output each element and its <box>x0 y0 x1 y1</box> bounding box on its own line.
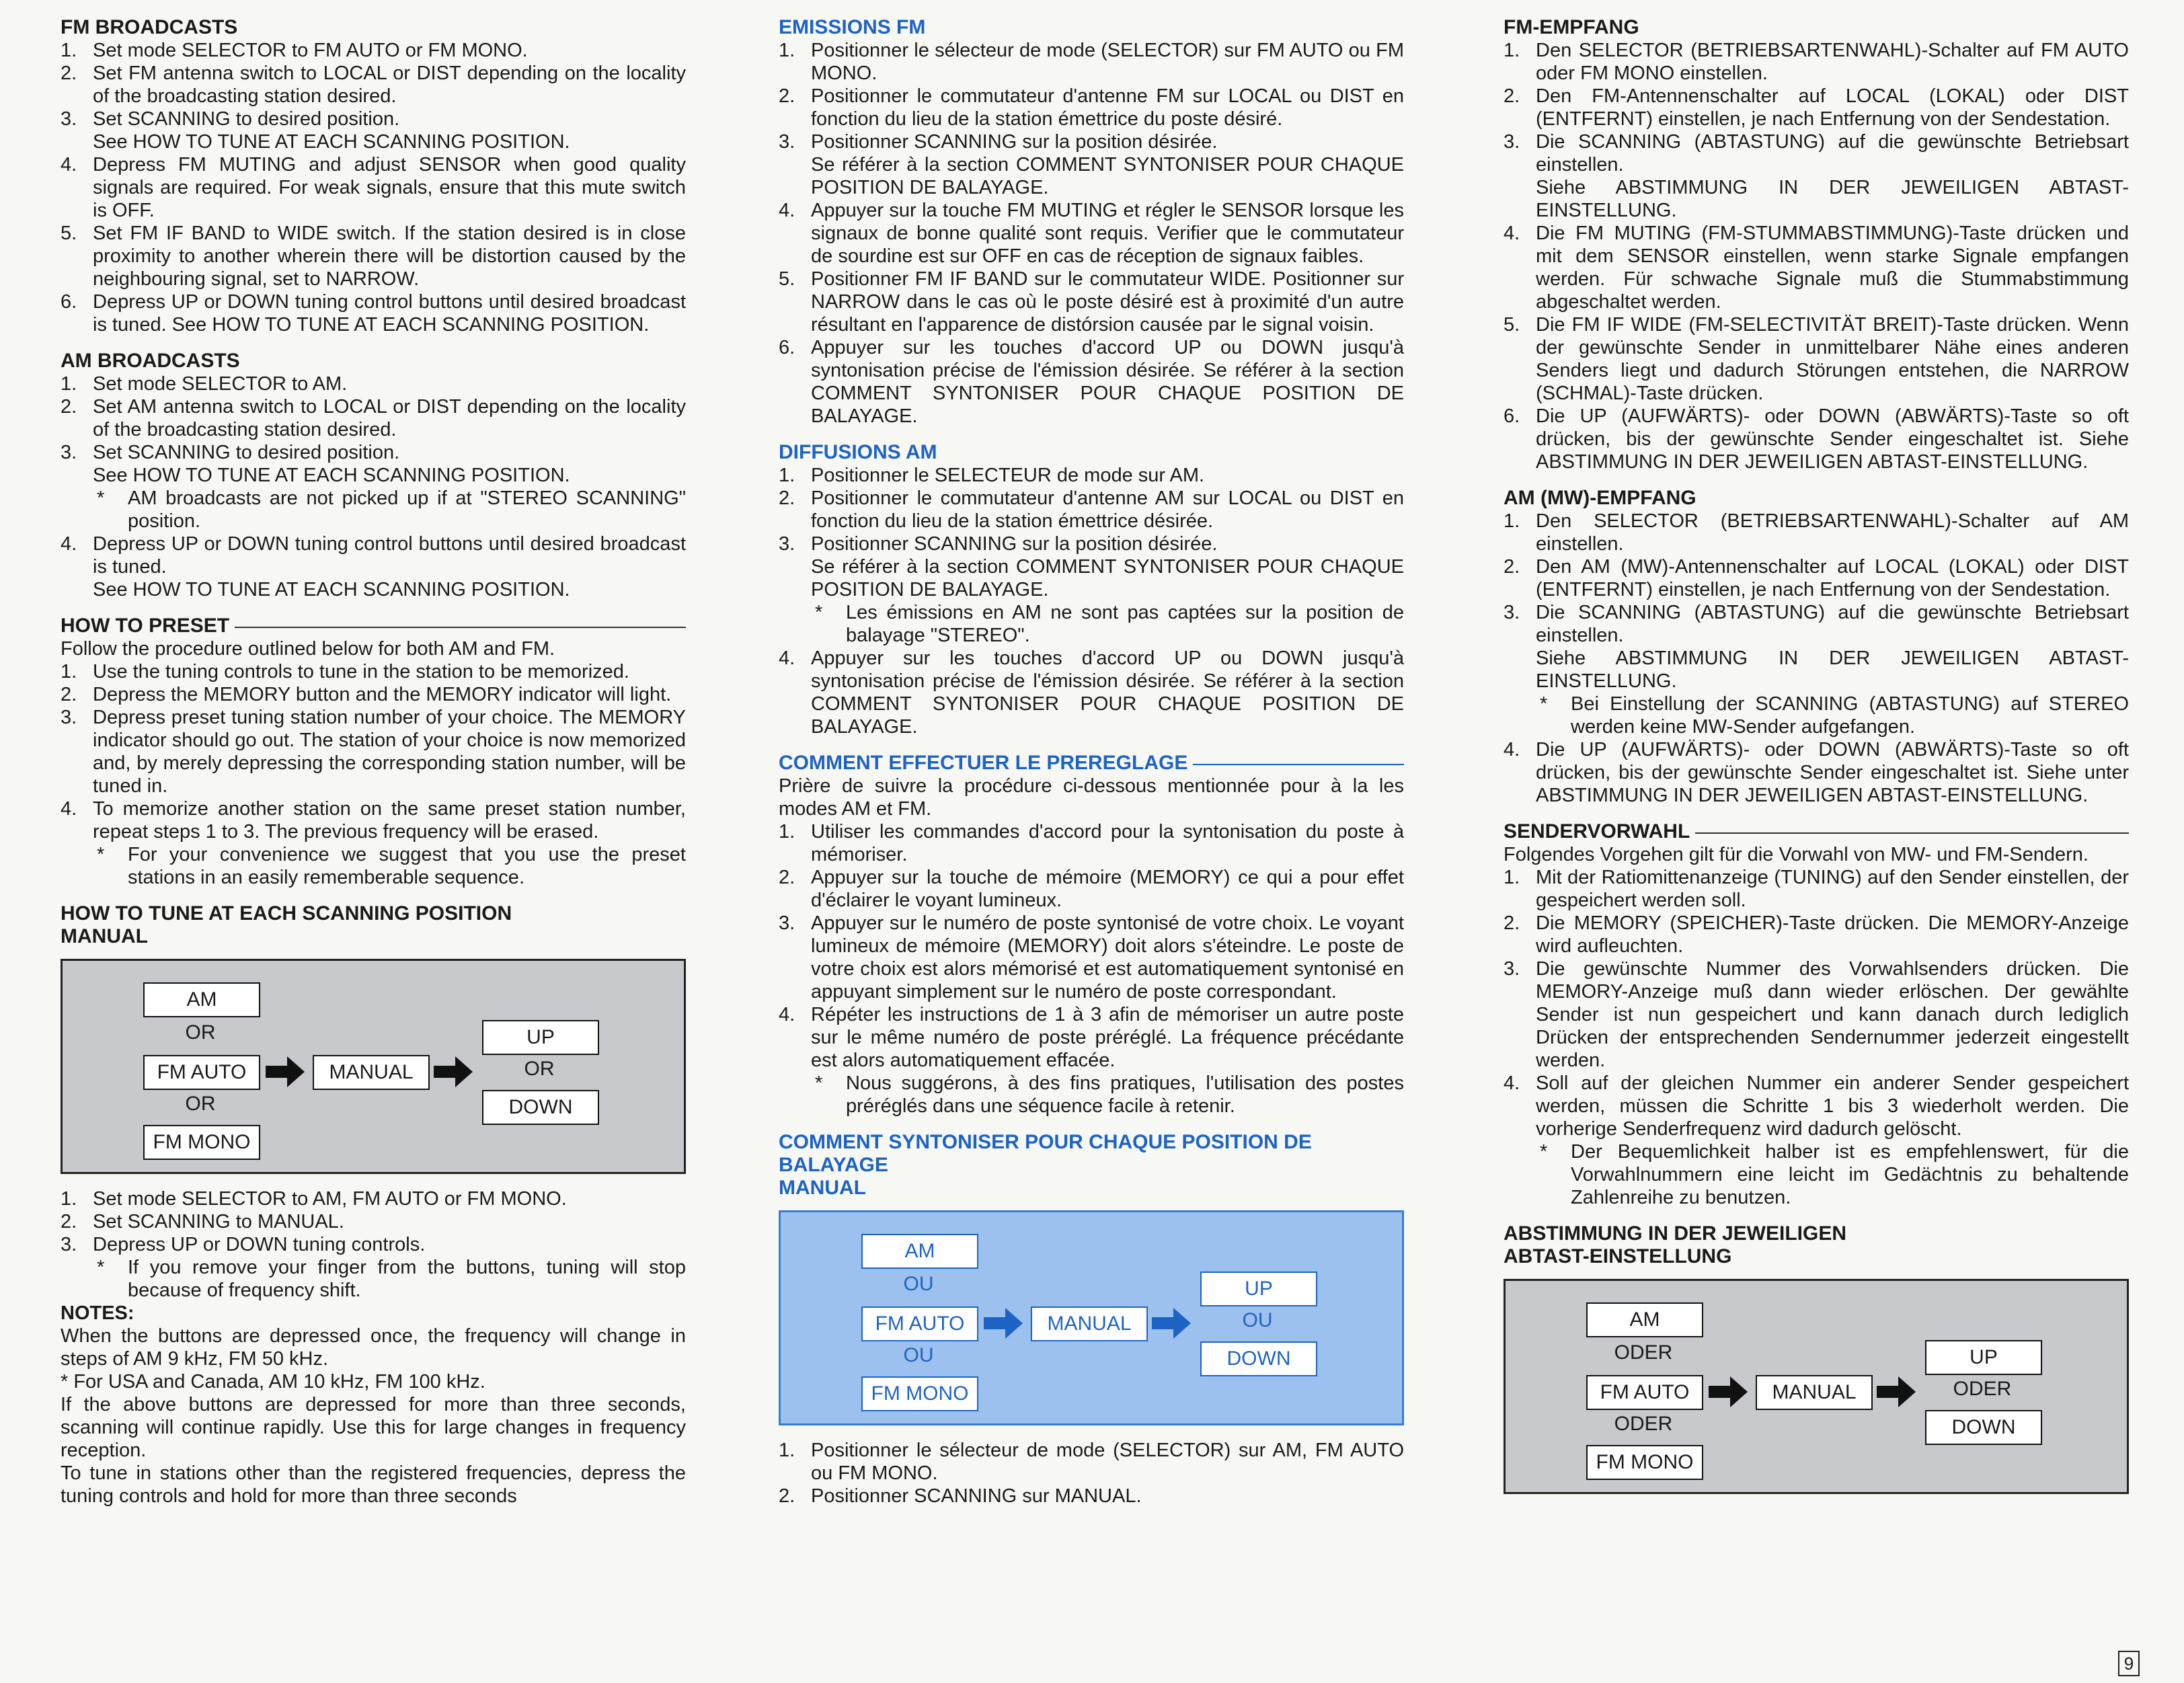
list-item: 2. Positionner le commutateur d'antenne FM sur LOCAL ou DIST en fonction du lieu de la station émettrice du poste désiré. <box>779 85 1404 130</box>
arrow-right-icon <box>1709 1375 1749 1409</box>
section-heading: SENDERVORWAHL <box>1504 820 1690 843</box>
intro-text: Folgendes Vorgehen gilt für die Vorwahl von MW- und FM-Sendern. <box>1504 844 2089 865</box>
list-item: 4. Appuyer sur les touches d'accord UP ou DOWN jusqu'à syntonisation précise de l'émission désirée. Se référer à la section COMMENT SYNTONISER POUR CHAQUE POSITION DE BALAYAGE. <box>779 648 1404 738</box>
list-item: 2. Set AM antenna switch to LOCAL or DIST depending on the locality of the broadcasting station desired. <box>61 396 686 440</box>
arrow-right-icon <box>984 1306 1024 1340</box>
section-subheading: ABTAST-EINSTELLUNG <box>1504 1245 1732 1267</box>
manual-tuning-diagram <box>1504 1279 2129 1494</box>
list-item: 3. Die gewünschte Nummer des Vorwahlsenders drücken. Die MEMORY-Anzeige muß dann wieder erlöschen. Der gewählte Sender ist nun gespeichert und kann danach durch lediglich Drücken der entsprechenden Sendernummer jederzeit eingestellt werden. <box>1504 958 2129 1071</box>
am-broadcasts-section <box>779 441 1404 738</box>
arrow-right-icon <box>1152 1306 1192 1340</box>
or-label: OR <box>524 1058 555 1080</box>
section-subheading: MANUAL <box>61 925 148 947</box>
or-label: OU <box>903 1344 934 1366</box>
list-item: 2. Positionner SCANNING sur MANUAL. <box>779 1485 1142 1507</box>
manual-tuning-diagram <box>61 959 686 1174</box>
up-box: UP <box>1925 1340 2042 1375</box>
fm-auto-box: FM AUTO <box>1586 1375 1703 1410</box>
section-heading: EMISSIONS FM <box>779 16 926 38</box>
up-box: UP <box>1200 1271 1317 1306</box>
list-item: 1. Use the tuning controls to tune in the station to be memorized. <box>61 661 629 682</box>
list-item: 3. Positionner SCANNING sur la position désirée. Se référer à la section COMMENT SYNTONISER POUR CHAQUE POSITION DE BALAYAGE. <box>779 131 1404 198</box>
list-item: 3. Set SCANNING to desired position. See HOW TO TUNE AT EACH SCANNING POSITION. <box>61 108 570 153</box>
intro-text: Prière de suivre la procédure ci-dessous mentionnée pour à la les modes AM et FM. <box>779 775 1404 820</box>
section-heading: AM BROADCASTS <box>61 350 240 372</box>
note-text: To tune in stations other than the registered frequencies, depress the tuning controls and hold for more than three seconds <box>61 1462 686 1507</box>
list-item: 3. Die SCANNING (ABTASTUNG) auf die gewünschte Betriebsart einstellen. Siehe ABSTIMMUNG IN DER JEWEILIGEN ABTAST-EINSTELLUNG. * Bei Einstellung der SCANNING (ABTASTUNG) auf STEREO werden keine MW-Sender aufgefangen. <box>1504 602 2129 738</box>
fm-mono-box: FM MONO <box>143 1125 260 1160</box>
list-item: 5. Set FM IF BAND to WIDE switch. If the station desired is in close proximity to another wherein there will be distortion caused by the neighbouring signal, set to NARROW. <box>61 223 686 290</box>
section-heading: COMMENT SYNTONISER POUR CHAQUE POSITION DE BALAYAGE <box>779 1131 1312 1176</box>
list-item: 3. Die SCANNING (ABTASTUNG) auf die gewünschte Betriebsart einstellen. Siehe ABSTIMMUNG IN DER JEWEILIGEN ABTAST-EINSTELLUNG. <box>1504 131 2129 221</box>
list-item: 1. Set mode SELECTOR to AM, FM AUTO or FM MONO. <box>61 1188 567 1210</box>
fm-broadcasts-section <box>1504 16 2129 473</box>
list-item: 6. Die UP (AUFWÄRTS)- oder DOWN (ABWÄRTS)-Taste so oft drücken, bis der gewünschte Sender eingeschaltet ist. Siehe ABSTIMMUNG IN DER JEWEILIGEN ABTAST-EINSTELLUNG. <box>1504 405 2129 473</box>
column-french <box>779 16 1404 1521</box>
list-item: 4. Soll auf der gleichen Nummer ein anderer Sender gespeichert werden, müssen die Schritte 1 bis 3 wiederholt werden. Die vorherige Senderfrequenz wird dadurch gelöscht. * Der Bequemlichkeit halber ist es empfehlenswert, für die Vorwahlnummern eine leicht im Gedächtnis zu behaltende Zahlenreihe zu benutzen. <box>1504 1072 2129 1208</box>
list-item: 2. Set SCANNING to MANUAL. <box>61 1211 344 1232</box>
note-text: When the buttons are depressed once, the frequency will change in steps of AM 9 kHz, FM 50 kHz. <box>61 1325 686 1370</box>
list-item: 5. Die FM IF WIDE (FM-SELECTIVITÄT BREIT)-Taste drücken. Wenn der gewünschte Sender in unmittelbarer Nähe eines anderen Senders liegt und dadurch Störungen entstehen, die NARROW (SCHMAL)-Taste drücken. <box>1504 314 2129 404</box>
list-item: 3. Depress preset tuning station number of your choice. The MEMORY indicator should go out. The station of your choice is now memorized and, by merely depressing the corresponding station number, will be tuned in. <box>61 707 686 797</box>
list-item: 2. Set FM antenna switch to LOCAL or DIST depending on the locality of the broadcasting station desired. <box>61 63 686 107</box>
list-item: 4. Depress FM MUTING and adjust SENSOR when good quality signals are required. For weak signals, ensure that this mute switch is OFF. <box>61 154 686 221</box>
am-box: AM <box>143 982 260 1017</box>
tune-section <box>779 1131 1404 1508</box>
list-item: 2. Den FM-Antennenschalter auf LOCAL (LOKAL) oder DIST (ENTFERNT) einstellen, je nach Entfernung von der Sendestation. <box>1504 85 2129 130</box>
down-box: DOWN <box>1925 1410 2042 1445</box>
list-item: 2. Den AM (MW)-Antennenschalter auf LOCAL (LOKAL) oder DIST (ENTFERNT) einstellen, je nach Entfernung von der Sendestation. <box>1504 556 2129 600</box>
section-heading: FM BROADCASTS <box>61 16 238 38</box>
list-item: 1. Utiliser les commandes d'accord pour la syntonisation du poste à mémoriser. <box>779 821 1404 865</box>
manual-tuning-diagram <box>779 1210 1404 1425</box>
list-item: 3. Depress UP or DOWN tuning controls. * If you remove your finger from the buttons, tuning will stop because of frequency shift. <box>61 1234 686 1301</box>
list-item: 2. Die MEMORY (SPEICHER)-Taste drücken. Die MEMORY-Anzeige wird aufleuchten. <box>1504 912 2129 957</box>
list-item: 1. Positionner le sélecteur de mode (SELECTOR) sur AM, FM AUTO ou FM MONO. <box>779 1440 1404 1484</box>
fm-broadcasts-section <box>779 16 1404 428</box>
list-item: 2. Positionner le commutateur d'antenne AM sur LOCAL ou DIST en fonction du lieu de la station émettrice désirée. <box>779 487 1404 532</box>
manual-box: MANUAL <box>313 1055 430 1090</box>
or-label: OU <box>1242 1309 1273 1331</box>
arrow-right-icon <box>1877 1375 1917 1409</box>
or-label: OU <box>903 1273 934 1295</box>
section-heading: HOW TO TUNE AT EACH SCANNING POSITION <box>61 902 512 925</box>
list-item: 4. Die FM MUTING (FM-STUMMABSTIMMUNG)-Taste drücken und mit dem SENSOR einstellen, wenn starke Signale empfangen werden. Für schwache Signale muß die Stummabstimmung abgeschaltet werden. <box>1504 223 2129 313</box>
column-english <box>61 16 686 1521</box>
or-label: ODER <box>1953 1378 2012 1400</box>
am-box: AM <box>861 1234 978 1269</box>
list-item: 1. Den SELECTOR (BETRIEBSARTENWAHL)-Schalter auf AM einstellen. <box>1504 510 2129 555</box>
section-heading: ABSTIMMUNG IN DER JEWEILIGEN <box>1504 1222 1847 1245</box>
or-label: OR <box>185 1021 216 1044</box>
fm-mono-box: FM MONO <box>1586 1445 1703 1480</box>
arrow-right-icon <box>266 1055 306 1089</box>
tune-section <box>1504 1222 2129 1494</box>
note-text: * For USA and Canada, AM 10 kHz, FM 100 kHz. <box>61 1371 485 1393</box>
section-heading: DIFFUSIONS AM <box>779 441 937 463</box>
manual-box: MANUAL <box>1756 1375 1873 1410</box>
list-item: 4. To memorize another station on the same preset station number, repeat steps 1 to 3. The previous frequency will be erased. * For your convenience we suggest that you use the preset stations in an easily rememberable sequence. <box>61 798 686 888</box>
section-heading: FM-EMPFANG <box>1504 16 1639 38</box>
list-item: 1. Positionner le sélecteur de mode (SELECTOR) sur FM AUTO ou FM MONO. <box>779 40 1404 84</box>
list-item: 1. Den SELECTOR (BETRIEBSARTENWAHL)-Schalter auf FM AUTO oder FM MONO einstellen. <box>1504 40 2129 84</box>
list-item: 1. Positionner le SELECTEUR de mode sur AM. <box>779 465 1205 486</box>
note-text: If the above buttons are depressed for more than three seconds, scanning will continue rapidly. Use this for large changes in frequency reception. <box>61 1394 686 1461</box>
preset-section <box>61 615 686 889</box>
preset-section <box>779 752 1404 1118</box>
tune-section <box>61 902 686 1508</box>
fm-auto-box: FM AUTO <box>143 1055 260 1090</box>
list-item: 3. Set SCANNING to desired position. See HOW TO TUNE AT EACH SCANNING POSITION. * AM broadcasts are not picked up if at "STEREO SCANNING" position. <box>61 442 686 532</box>
fm-auto-box: FM AUTO <box>861 1306 978 1341</box>
intro-text: Follow the procedure outlined below for both AM and FM. <box>61 638 555 660</box>
list-item: 2. Depress the MEMORY button and the MEMORY indicator will light. <box>61 684 672 705</box>
or-label: OR <box>185 1093 216 1115</box>
section-heading: COMMENT EFFECTUER LE PREREGLAGE <box>779 752 1188 774</box>
list-item: 1. Set mode SELECTOR to AM. <box>61 373 348 395</box>
list-item: 4. Die UP (AUFWÄRTS)- oder DOWN (ABWÄRTS)-Taste so oft drücken, bis der gewünschte Sender eingeschaltet ist. Siehe unter ABSTIMMUNG IN DER JEWEILIGEN ABTAST-EINSTELLUNG. <box>1504 739 2129 806</box>
column-german <box>1504 16 2129 1508</box>
list-item: 4. Répéter les instructions de 1 à 3 afin de mémoriser un autre poste sur le même numéro de poste préréglé. La fréquence précédante est alors automatiquement effacée. * Nous suggérons, à des fins pratiques, l'utilisation des postes préréglés dans une séquence facile à retenir. <box>779 1004 1404 1117</box>
section-heading: HOW TO PRESET <box>61 615 230 637</box>
manual-box: MANUAL <box>1031 1306 1148 1341</box>
section-subheading: MANUAL <box>779 1177 866 1199</box>
down-box: DOWN <box>1200 1341 1317 1376</box>
notes-heading: NOTES: <box>61 1302 134 1324</box>
page-number: 9 <box>2118 1651 2140 1676</box>
arrow-right-icon <box>434 1055 474 1089</box>
or-label: ODER <box>1614 1413 1673 1435</box>
list-item: 1. Set mode SELECTOR to FM AUTO or FM MONO. <box>61 40 528 61</box>
list-item: 4. Appuyer sur la touche FM MUTING et régler le SENSOR lorsque les signaux de bonne qualité sont requis. Verifier que le commutateur de sourdine est sur OFF en cas de réception de signaux faibles. <box>779 200 1404 267</box>
am-box: AM <box>1586 1302 1703 1337</box>
list-item: 6. Appuyer sur les touches d'accord UP ou DOWN jusqu'à syntonisation précise de l'émission désirée. Se référer à la section COMMENT SYNTONISER POUR CHAQUE POSITION DE BALAYAGE. <box>779 337 1404 427</box>
list-item: 4. Depress UP or DOWN tuning control buttons until desired broadcast is tuned. See HOW TO TUNE AT EACH SCANNING POSITION. <box>61 533 686 600</box>
list-item: 6. Depress UP or DOWN tuning control buttons until desired broadcast is tuned. See HOW TO TUNE AT EACH SCANNING POSITION. <box>61 291 686 336</box>
list-item: 5. Positionner FM IF BAND sur le commutateur WIDE. Positionner sur NARROW dans le cas où le poste désiré est à proximité d'un autre résultant en l'apparence de distórsion causée par le signal voisin. <box>779 268 1404 336</box>
list-item: 3. Positionner SCANNING sur la position désirée. Se référer à la section COMMENT SYNTONISER POUR CHAQUE POSITION DE BALAYAGE. * Les émissions en AM ne sont pas captées sur la position de balayage "STEREO". <box>779 533 1404 646</box>
or-label: ODER <box>1614 1341 1673 1364</box>
list-item: 3. Appuyer sur le numéro de poste syntonisé de votre choix. Le voyant lumineux de mémoire (MEMORY) doit alors s'éteindre. Le poste de votre choix est alors mémorisé et est automatiquement syntonisé en appuyant simplement sur le numéro de poste correspondant. <box>779 912 1404 1003</box>
down-box: DOWN <box>482 1090 599 1125</box>
section-heading: AM (MW)-EMPFANG <box>1504 487 1696 509</box>
list-item: 1. Mit der Ratiomittenanzeige (TUNING) auf den Sender einstellen, der gespeichert werden soll. <box>1504 867 2129 911</box>
fm-broadcasts-section <box>61 16 686 336</box>
am-broadcasts-section <box>1504 487 2129 807</box>
am-broadcasts-section <box>61 350 686 601</box>
up-box: UP <box>482 1020 599 1055</box>
preset-section <box>1504 820 2129 1209</box>
list-item: 2. Appuyer sur la touche de mémoire (MEMORY) ce qui a pour effet d'éclairer le voyant lumineux. <box>779 867 1404 911</box>
fm-mono-box: FM MONO <box>861 1376 978 1411</box>
